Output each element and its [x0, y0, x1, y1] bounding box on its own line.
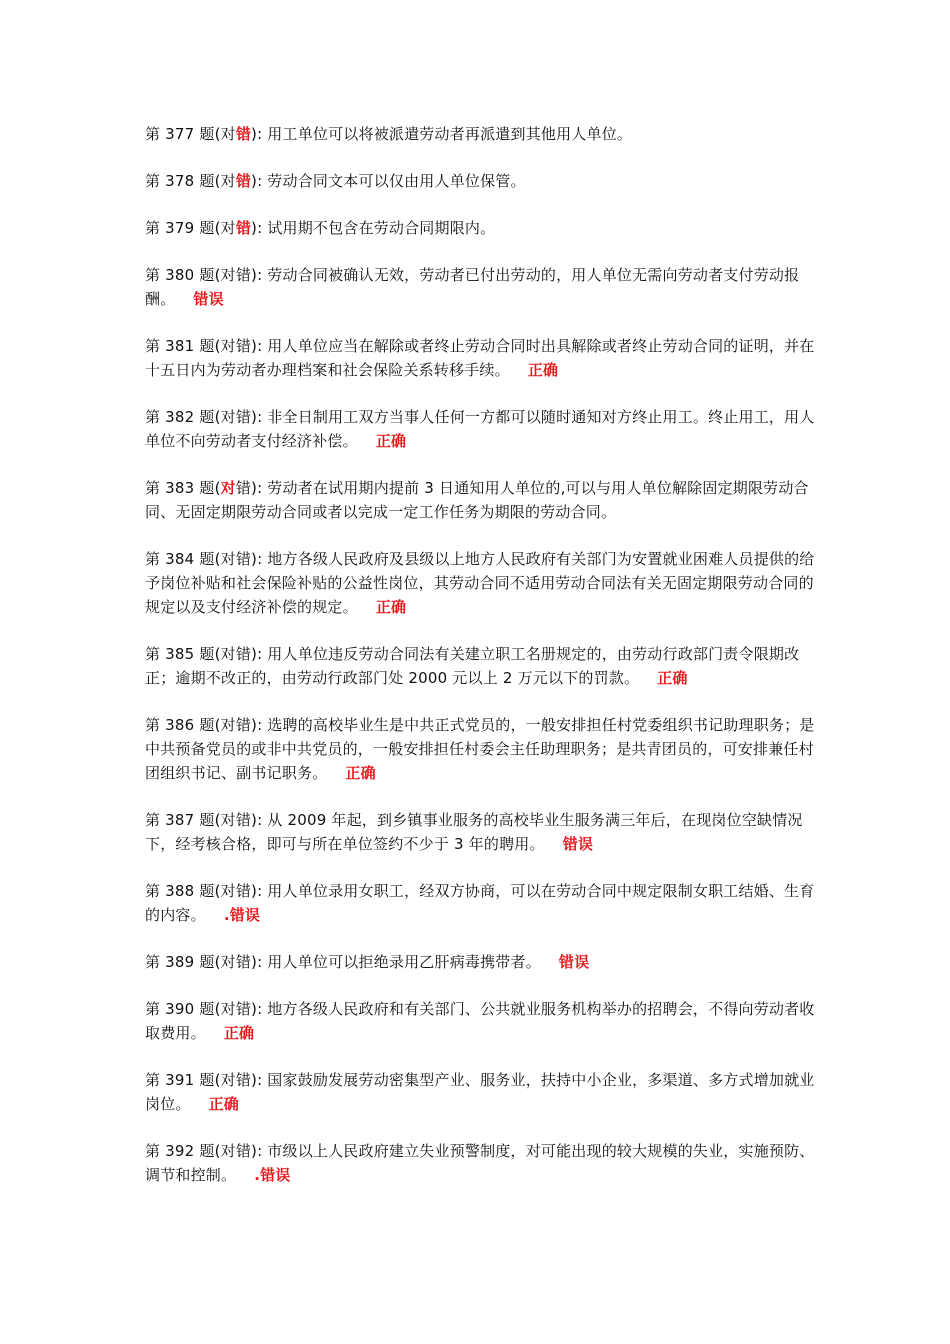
question-item	[145, 808, 825, 856]
question-number: 第 383 题(	[145, 479, 221, 497]
question-number: 第 384 题(对错)	[145, 550, 258, 568]
question-list	[145, 122, 825, 1210]
question-number: 第 392 题(对错)	[145, 1142, 258, 1160]
question-text: ): 试用期不包含在劳动合同期限内。	[251, 219, 496, 237]
question-text: : 从 2009 年起，到乡镇事业服务的高校毕业生服务满三年后，在现岗位空缺情况下，经考核合格，即可与所在单位签约不少于 3 年的聘用。	[145, 811, 803, 853]
question-text: : 用人单位违反劳动合同法有关建立职工名册规定的，由劳动行政部门责令限期改正；逾期不改正的，由劳动行政部门处 2000 元以上 2 万元以下的罚款。	[145, 645, 800, 687]
question-item	[145, 216, 825, 240]
question-text: : 用人单位录用女职工，经双方协商，可以在劳动合同中规定限制女职工结婚、生育的内容。	[145, 882, 815, 924]
question-item	[145, 997, 825, 1045]
question-text: : 市级以上人民政府建立失业预警制度，对可能出现的较大规模的失业，实施预防、调节和控制。	[145, 1142, 815, 1184]
question-number: 第 387 题(对错)	[145, 811, 258, 829]
question-text: 错): 劳动者在试用期内提前 3 日通知用人单位的,可以与用人单位解除固定期限劳动合同、无固定期限劳动合同或者以完成一定工作任务为期限的劳动合同。	[145, 479, 809, 521]
question-number: 第 378 题(对	[145, 172, 236, 190]
question-number: 第 391 题(对错)	[145, 1071, 258, 1089]
question-text: ): 劳动合同文本可以仅由用人单位保管。	[251, 172, 526, 190]
answer-label: 错误	[562, 835, 594, 853]
question-text: : 用人单位可以拒绝录用乙肝病毒携带者。	[257, 953, 541, 971]
answer-label: .错误	[254, 1166, 291, 1184]
question-number: 第 377 题(对	[145, 125, 236, 143]
question-item	[145, 1068, 825, 1116]
question-number: 第 380 题(对错)	[145, 266, 258, 284]
answer-label: 正确	[223, 1024, 255, 1042]
question-item	[145, 263, 825, 311]
question-text: : 非全日制用工双方当事人任何一方都可以随时通知对方终止用工。终止用工，用人单位不向劳动者支付经济补偿。	[145, 408, 815, 450]
question-text: : 劳动合同被确认无效，劳动者已付出劳动的，用人单位无需向劳动者支付劳动报酬。	[145, 266, 800, 308]
question-item	[145, 334, 825, 382]
question-text: : 地方各级人民政府和有关部门、公共就业服务机构举办的招聘会，不得向劳动者收取费用。	[145, 1000, 815, 1042]
question-text: : 用人单位应当在解除或者终止劳动合同时出具解除或者终止劳动合同的证明，并在十五日内为劳动者办理档案和社会保险关系转移手续。	[145, 337, 815, 379]
answer-label: .错误	[223, 906, 261, 924]
question-mark: 错	[235, 125, 252, 143]
answer-label: 错误	[193, 290, 224, 308]
question-number: 第 379 题(对	[145, 219, 236, 237]
answer-label: 错误	[558, 953, 590, 971]
question-item	[145, 547, 825, 619]
question-item	[145, 642, 825, 690]
question-number: 第 389 题(对错)	[145, 953, 258, 971]
question-mark: 错	[235, 219, 252, 237]
answer-label: 正确	[208, 1095, 240, 1113]
question-number: 第 386 题(对错)	[145, 716, 258, 734]
question-item	[145, 879, 825, 927]
answer-label: 正确	[527, 361, 559, 379]
question-item	[145, 169, 825, 193]
question-item	[145, 713, 825, 785]
question-text: ): 用工单位可以将被派遣劳动者再派遣到其他用人单位。	[251, 125, 633, 143]
question-item	[145, 476, 825, 524]
answer-label: 正确	[375, 432, 407, 450]
question-item	[145, 950, 825, 974]
question-number: 第 388 题(对错)	[145, 882, 258, 900]
question-mark: 对	[220, 479, 236, 497]
question-number: 第 390 题(对错)	[145, 1000, 258, 1018]
answer-label: 正确	[657, 669, 688, 687]
question-item	[145, 405, 825, 453]
question-text: : 地方各级人民政府及县级以上地方人民政府有关部门为安置就业困难人员提供的给予岗位补贴和社会保险补贴的公益性岗位，其劳动合同不适用劳动合同法有关无固定期限劳动合同的规定以及支付经济补偿的规定。	[145, 550, 815, 616]
question-item	[145, 122, 825, 146]
question-number: 第 385 题(对错)	[145, 645, 258, 663]
question-item	[145, 1139, 825, 1187]
question-number: 第 381 题(对错)	[145, 337, 258, 355]
answer-label: 正确	[345, 764, 376, 782]
question-mark: 错	[235, 172, 252, 190]
answer-label: 正确	[375, 598, 407, 616]
question-text: : 选聘的高校毕业生是中共正式党员的，一般安排担任村党委组织书记助理职务；是中共预备党员的或非中共党员的，一般安排担任村委会主任助理职务；是共青团员的，可安排兼任村团组织书记、副书记职务。	[145, 716, 815, 782]
question-text: : 国家鼓励发展劳动密集型产业、服务业，扶持中小企业，多渠道、多方式增加就业岗位。	[145, 1071, 815, 1113]
question-number: 第 382 题(对错)	[145, 408, 258, 426]
